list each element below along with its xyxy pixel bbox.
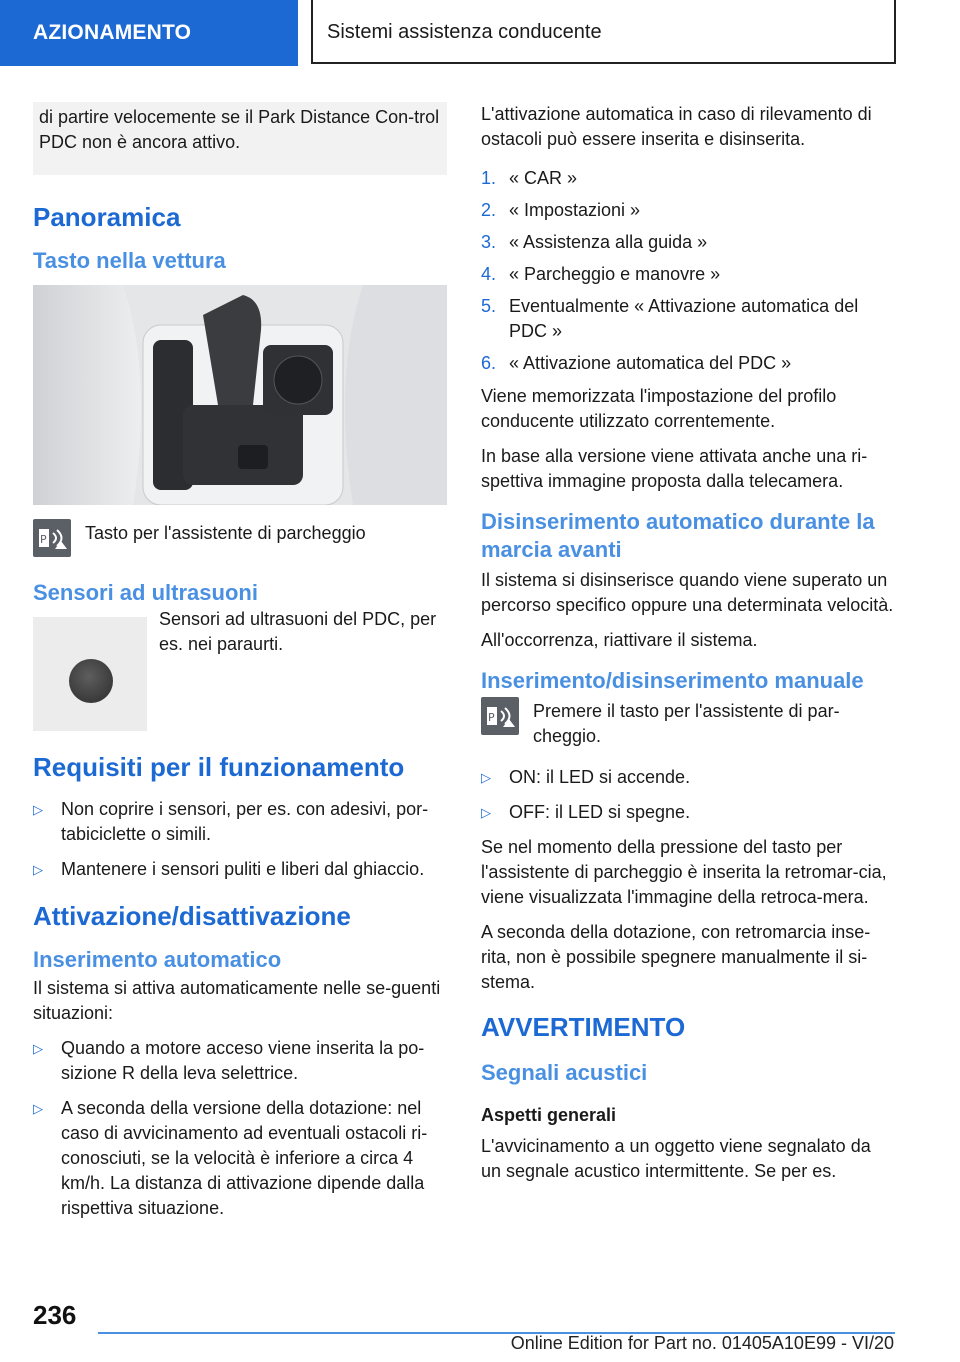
manual-caption bbox=[481, 697, 895, 749]
parking-assistant-icon bbox=[481, 697, 519, 735]
list-item: ▷ Quando a motore acceso viene inserita la po-sizione R della leva selettrice. bbox=[33, 1038, 425, 1083]
left-column bbox=[33, 102, 447, 1235]
heading-general: Aspetti generali bbox=[481, 1105, 617, 1125]
note-box: di partire velocemente se il Park Distance Con-trol PDC non è ancora attivo. bbox=[33, 102, 447, 175]
list-item: 4. « Parcheggio e manovre » bbox=[481, 264, 721, 284]
right-column bbox=[481, 102, 895, 1194]
heading-auto-on: Inserimento automatico bbox=[33, 947, 282, 972]
list-item: 1. « CAR » bbox=[481, 168, 578, 188]
general-text: L'avvicinamento a un oggetto viene segnalato da un segnale acustico intermittente. Se per es. bbox=[481, 1136, 871, 1181]
center-console-illustration bbox=[33, 285, 447, 505]
list-item: ▷ OFF: il LED si spegne. bbox=[481, 800, 895, 825]
intro-text: L'attivazione automatica in caso di rilevamento di ostacoli può essere inserita e disinserita. bbox=[481, 104, 872, 149]
heading-button-in-vehicle: Tasto nella vettura bbox=[33, 248, 226, 273]
svg-text:P: P bbox=[40, 533, 47, 546]
auto-on-text: Il sistema si attiva automaticamente nelle se-guenti situazioni: bbox=[33, 978, 441, 1023]
triangle-bullet-icon: ▷ bbox=[481, 770, 491, 785]
requirements-list bbox=[33, 797, 447, 882]
triangle-bullet-icon: ▷ bbox=[33, 1101, 43, 1116]
heading-overview: Panoramica bbox=[33, 202, 181, 232]
list-item: 2. « Impostazioni » bbox=[481, 200, 641, 220]
camera-text: In base alla versione viene attivata anche una ri-spettiva immagine proposta dalla telecamera. bbox=[481, 446, 868, 491]
auto-off-text: Il sistema si disinserisce quando viene superato un percorso specifico oppure una determinata velocità. bbox=[481, 570, 894, 615]
heading-acoustic: Segnali acustici bbox=[481, 1060, 648, 1085]
reverse-text: Se nel momento della pressione del tasto per l'assistente di parcheggio è inserita la retromar-cia, viene visualizzata l'immagine della retroca-mera. bbox=[481, 837, 887, 907]
triangle-bullet-icon: ▷ bbox=[481, 805, 491, 820]
heading-requirements: Requisiti per il funzionamento bbox=[33, 752, 405, 782]
heading-activation: Attivazione/disattivazione bbox=[33, 901, 351, 931]
list-item: ▷ Mantenere i sensori puliti e liberi dal ghiaccio. bbox=[33, 857, 447, 882]
chapter-tab: Sistemi assistenza conducente bbox=[311, 0, 896, 64]
list-item: 6. « Attivazione automatica del PDC » bbox=[481, 353, 792, 373]
edition-text: Online Edition for Part no. 01405A10E99 - VI/20 bbox=[510, 1333, 894, 1353]
list-item: 5. Eventualmente « Attivazione automatica del PDC » bbox=[481, 296, 859, 341]
manual-list bbox=[481, 765, 895, 825]
center-console-photo bbox=[33, 285, 447, 505]
heading-ultrasonic-sensors: Sensori ad ultrasuoni bbox=[33, 580, 258, 605]
heading-warning: AVVERTIMENTO bbox=[481, 1012, 686, 1042]
heading-manual: Inserimento/disinserimento manuale bbox=[481, 668, 864, 693]
button-caption-text: Tasto per l'assistente di parcheggio bbox=[85, 523, 366, 543]
settings-steps bbox=[481, 166, 895, 376]
page-number: 236 bbox=[33, 1300, 77, 1330]
parking-assistant-icon bbox=[33, 519, 71, 557]
sensor-image bbox=[33, 617, 147, 731]
triangle-bullet-icon: ▷ bbox=[33, 802, 43, 817]
sensor-row bbox=[33, 607, 447, 731]
button-caption bbox=[33, 519, 447, 557]
reactivate-text: All'occorrenza, riattivare il sistema. bbox=[481, 630, 758, 650]
list-item: 3. « Assistenza alla guida » bbox=[481, 232, 708, 252]
sensor-text: Sensori ad ultrasuoni del PDC, per es. nei paraurti. bbox=[159, 609, 437, 654]
list-item: ▷ A seconda della versione della dotazione: nel caso di avvicinamento ad eventuali ostacoli ri-conosciuti, se la velocità è inferiore a circa 4 km/h. La distanza di attivazione dipende dalla rispettiva situazione. bbox=[33, 1098, 428, 1218]
list-item: ▷ Non coprire i sensori, per es. con adesivi, por-tabiciclette o simili. bbox=[33, 799, 429, 844]
heading-auto-off: Disinserimento automatico durante la marcia avanti bbox=[481, 509, 875, 562]
section-tab: AZIONAMENTO bbox=[0, 0, 298, 66]
auto-on-list bbox=[33, 1036, 447, 1221]
list-item: ▷ ON: il LED si accende. bbox=[481, 765, 895, 790]
stored-text: Viene memorizzata l'impostazione del profilo conducente utilizzato correntemente. bbox=[481, 386, 837, 431]
equipment-text: A seconda della dotazione, con retromarcia inse-rita, non è possibile spegnere manualmente il si-stema. bbox=[481, 922, 871, 992]
sensor-dot-icon bbox=[69, 659, 113, 703]
svg-text:P: P bbox=[488, 711, 495, 724]
triangle-bullet-icon: ▷ bbox=[33, 1041, 43, 1056]
page-header bbox=[0, 0, 960, 66]
manual-caption-text: Premere il tasto per l'assistente di par-cheggio. bbox=[533, 701, 840, 746]
triangle-bullet-icon: ▷ bbox=[33, 862, 43, 877]
